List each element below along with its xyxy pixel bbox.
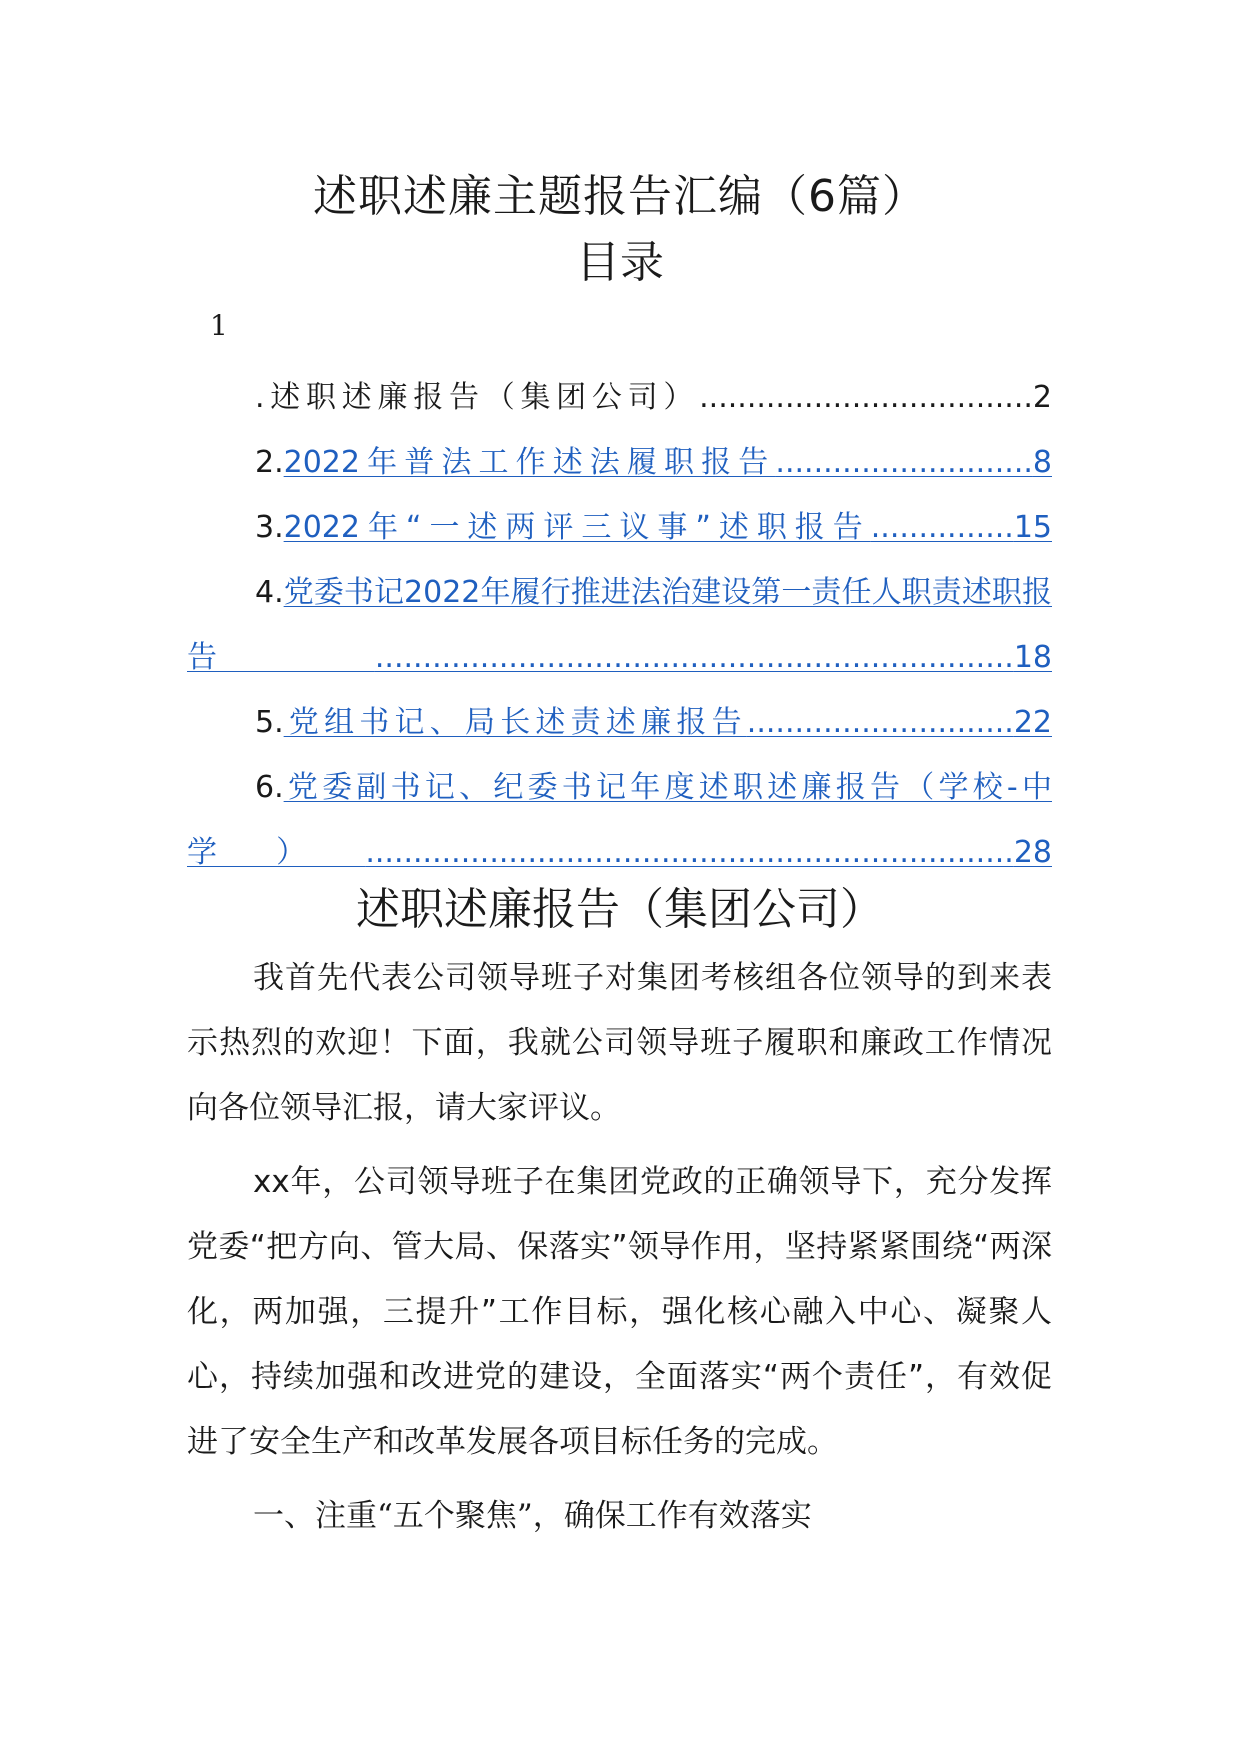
toc-entry-dots: .................................................................... <box>365 835 1014 870</box>
toc-entry-number: 4. <box>255 575 284 610</box>
toc-entry-text: 党委副书记、纪委书记年度述职述廉报告（学校-中学） <box>187 770 1052 870</box>
toc-link-2[interactable] <box>284 445 1052 480</box>
toc-link-5[interactable] <box>284 705 1052 740</box>
toc-entry-2 <box>187 430 1052 495</box>
toc-entry-number: 3. <box>255 510 284 545</box>
toc-link-6[interactable] <box>187 770 1052 870</box>
body-text <box>187 946 1052 1549</box>
toc-entry-page: 18 <box>1013 640 1052 675</box>
toc-entry-dots: ........................... <box>775 445 1033 480</box>
section-title: 述职述廉报告（集团公司） <box>356 884 884 935</box>
toc-entry-4 <box>187 560 1052 690</box>
toc-entry-5 <box>187 690 1052 755</box>
toc-entry-text: 2022年普法工作述法履职报告 <box>283 445 776 480</box>
toc-entry-6 <box>187 755 1052 885</box>
toc-entry-number: 2. <box>255 445 284 480</box>
toc-link-4[interactable] <box>187 575 1052 675</box>
toc-entry-page: 8 <box>1032 445 1052 480</box>
toc-entry-3 <box>187 495 1052 560</box>
toc-entry-dots: ............................ <box>746 705 1014 740</box>
toc-entry-page: 22 <box>1013 705 1052 740</box>
paragraph: xx年，公司领导班子在集团党政的正确领导下，充分发挥党委“把方向、管大局、保落实”领导作用，坚持紧紧围绕“两深化，两加强，三提升”工作目标，强化核心融入中心、凝聚人心，持续加强和改进党的建设，全面落实“两个责任”，有效促进了安全生产和改革发展各项目标任务的完成。 <box>187 1164 1052 1460</box>
toc-entry-dots: ................................................................... <box>374 640 1014 675</box>
toc-entry-page: 15 <box>1013 510 1052 545</box>
document-title: 述职述廉主题报告汇编（6篇） <box>313 171 927 222</box>
toc-entry-number: 5. <box>255 705 284 740</box>
toc-entry-dots: ................................... <box>699 380 1033 415</box>
table-of-contents <box>187 365 1052 885</box>
paragraph: 我首先代表公司领导班子对集团考核组各位领导的到来表示热烈的欢迎！下面，我就公司领导班子履职和廉政工作情况向各位领导汇报，请大家评议。 <box>187 960 1052 1126</box>
toc-entry-page: 28 <box>1013 835 1052 870</box>
subheading: 一、注重“五个聚焦”，确保工作有效落实 <box>253 1498 812 1534</box>
toc-heading: 目录 <box>576 237 664 288</box>
toc-number-prefix: 1 <box>210 309 228 342</box>
toc-entry-page: 2 <box>1032 380 1052 415</box>
toc-entry-text: .述职述廉报告（集团公司） <box>255 380 700 415</box>
toc-entry-number: 6. <box>255 770 284 805</box>
toc-entry-text: 2022年“一述两评三议事”述职报告 <box>283 510 871 545</box>
toc-link-3[interactable] <box>284 510 1052 545</box>
toc-entry-text: 党委书记2022年履行推进法治建设第一责任人职责述职报告 <box>187 575 1052 675</box>
toc-entry-1[interactable] <box>187 365 1052 430</box>
toc-entry-text: 党组书记、局长述责述廉报告 <box>283 705 747 740</box>
toc-entry-dots: ............... <box>870 510 1014 545</box>
